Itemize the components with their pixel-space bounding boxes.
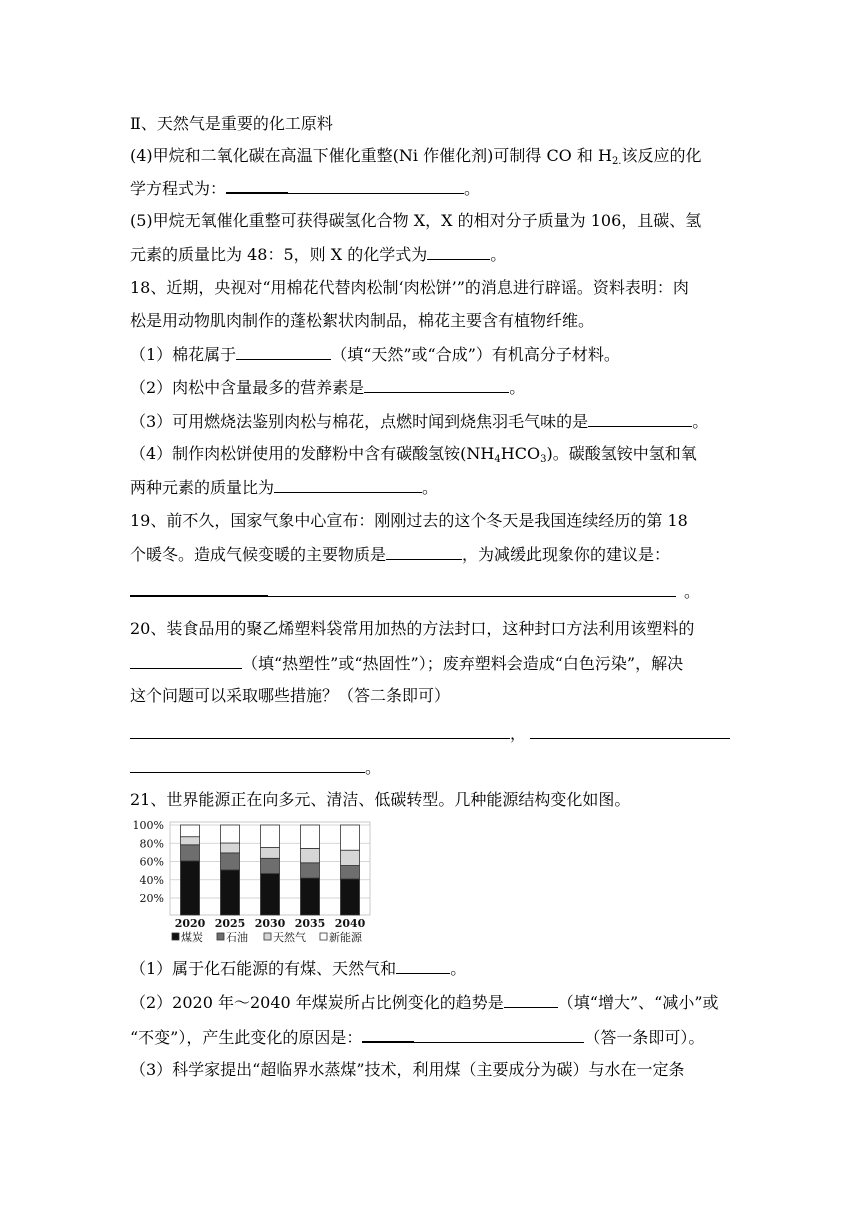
bar-segment-2025-1 <box>221 853 240 870</box>
question-18-intro-1: 18、近期，央视对“用棉花代替肉松制‘肉松饼’”的消息进行辟谣。资料表明：肉 <box>130 278 689 297</box>
bar-segment-2040-3 <box>341 825 360 850</box>
answer-blank-equation-a[interactable] <box>226 177 288 194</box>
answer-blank-20-measure-1[interactable] <box>130 723 510 739</box>
answer-blank-21-2-trend[interactable] <box>504 992 558 1008</box>
question-21-part-2-line-2: “不变”），产生此变化的原因是： （答一条即可）。 <box>130 1028 705 1047</box>
question-19-line-2: 个暖冬。造成气候变暖的主要物质是 ，为减缓此现象你的建议是： <box>130 545 671 564</box>
question-18-part-4-line-1: （4）制作肉松饼使用的发酵粉中含有碳酸氢铵$(NH_4HCO_3)$。碳酸氢铵中氢和氧 <box>130 444 697 465</box>
bar-segment-2040-2 <box>341 850 360 865</box>
y-tick-label-0: 100% <box>132 819 164 832</box>
question-4-line-1: (4)甲烷和二氧化碳在高温下催化重整(Ni 作催化剂)可制得 CO 和 $H_{2.}$该反应的化 <box>130 146 702 167</box>
legend-label-1: 石油 <box>226 931 248 944</box>
y-tick-label-2: 60% <box>139 855 164 869</box>
question-20-line-1: 20、装食品用的聚乙烯塑料袋常用加热的方法封口，这种封口方法利用该塑料的 <box>130 619 695 638</box>
bar-segment-2035-1 <box>301 863 320 878</box>
x-tick-label-2025: 2025 <box>214 917 246 930</box>
question-19-line-1: 19、前不久，国家气象中心宣布：刚刚过去的这个冬天是我国连续经历的第 18 <box>130 511 688 530</box>
x-tick-label-2040: 2040 <box>334 917 366 930</box>
bar-segment-2025-3 <box>221 825 240 843</box>
bar-segment-2030-0 <box>261 874 280 915</box>
bar-segment-2020-0 <box>181 861 200 915</box>
question-5-line-2: 元素的质量比为 48：5，则 X 的化学式为 。 <box>130 245 507 264</box>
bar-segment-2030-2 <box>261 848 280 859</box>
x-axis-tick-labels <box>175 917 366 930</box>
answer-blank-18-4[interactable] <box>274 477 422 493</box>
bar-segment-2035-3 <box>301 825 320 848</box>
question-20-line-2: （填“热塑性”或“热固性”）；废弃塑料会造成“白色污染”，解决 <box>130 653 683 673</box>
bar-segment-2035-2 <box>301 848 320 862</box>
answer-blank-19-suggestion-b[interactable] <box>268 581 676 597</box>
y-tick-label-3: 40% <box>139 873 164 887</box>
bar-segment-2040-1 <box>341 866 360 880</box>
y-tick-label-1: 80% <box>139 837 164 851</box>
question-20-line-3: 这个问题可以采取哪些措施？（答二条即可） <box>130 686 451 705</box>
question-19-line-3: 。 <box>130 580 700 600</box>
question-20-line-5: 。 <box>130 757 381 777</box>
question-20-line-4: ， <box>130 723 730 743</box>
answer-blank-21-1[interactable] <box>396 958 450 974</box>
bar-segment-2030-3 <box>261 825 280 848</box>
answer-blank-18-2[interactable] <box>364 377 509 393</box>
bar-segment-2025-2 <box>221 843 240 853</box>
x-tick-label-2020: 2020 <box>174 917 206 930</box>
bar-segment-2020-3 <box>181 825 200 837</box>
bar-segment-2020-1 <box>181 845 200 861</box>
answer-blank-21-2-reason-b[interactable] <box>414 1027 584 1043</box>
legend-swatch-0 <box>172 933 179 940</box>
bar-segment-2035-0 <box>301 878 320 915</box>
x-tick-label-2030: 2030 <box>254 917 286 930</box>
question-5-line-1: (5)甲烷无氧催化重整可获得碳氢化合物 X，X 的相对分子质量为 106，且碳、氢 <box>130 211 702 230</box>
question-18-part-4-line-2: 两种元素的质量比为 。 <box>130 478 439 497</box>
section-2-title: Ⅱ、天然气是重要的化工原料 <box>130 114 333 133</box>
question-18-intro-2: 松是用动物肌肉制作的蓬松絮状肉制品，棉花主要含有植物纤维。 <box>130 311 595 330</box>
energy-structure-chart <box>130 814 375 944</box>
legend-label-0: 煤炭 <box>181 931 203 944</box>
answer-blank-20-property[interactable] <box>130 653 242 669</box>
answer-blank-18-3[interactable] <box>588 411 692 427</box>
question-4-line-2: 学方程式为： 。 <box>130 179 481 198</box>
answer-blank-20-measure-2b[interactable] <box>130 757 365 773</box>
answer-blank-equation-b[interactable] <box>288 178 464 194</box>
chart-legend <box>172 930 363 944</box>
legend-swatch-3 <box>320 933 327 940</box>
bar-segment-2040-0 <box>341 879 360 915</box>
x-tick-label-2035: 2035 <box>294 917 326 930</box>
question-18-part-3: （3）可用燃烧法鉴别肉松与棉花，点燃时闻到烧焦羽毛气味的是 。 <box>130 412 709 431</box>
y-tick-label-4: 20% <box>139 892 164 905</box>
question-18-part-1: （1）棉花属于 （填“天然”或“合成”）有机高分子材料。 <box>130 345 620 364</box>
question-21-part-1: （1）属于化石能源的有煤、天然气和 。 <box>130 959 467 978</box>
legend-swatch-2 <box>264 933 271 940</box>
answer-blank-formula-x[interactable] <box>427 244 490 260</box>
answer-blank-19-substance[interactable] <box>386 544 462 560</box>
answer-blank-18-1[interactable] <box>236 344 331 360</box>
bar-segment-2020-2 <box>181 837 200 845</box>
chart-bars <box>181 825 360 915</box>
y-axis-tick-labels <box>133 819 164 905</box>
answer-blank-21-2-reason-a[interactable] <box>362 1026 414 1043</box>
legend-label-3: 新能源 <box>329 931 362 944</box>
question-21-part-2-line-1: （2）2020 年～2040 年煤炭所占比例变化的趋势是 （填“增大”、“减小”或 <box>130 993 719 1012</box>
bar-segment-2030-1 <box>261 858 280 873</box>
bar-segment-2025-0 <box>221 870 240 915</box>
legend-label-2: 天然气 <box>273 931 306 944</box>
question-21-intro: 21、世界能源正在向多元、清洁、低碳转型。几种能源结构变化如图。 <box>130 790 631 809</box>
answer-blank-19-suggestion-a[interactable] <box>130 580 268 597</box>
legend-swatch-1 <box>217 933 224 940</box>
question-18-part-2: （2）肉松中含量最多的营养素是 。 <box>130 378 526 397</box>
answer-blank-20-measure-2a[interactable] <box>530 723 730 739</box>
question-21-part-3: （3）科学家提出“超临界水蒸煤”技术，利用煤（主要成分为碳）与水在一定条 <box>130 1060 685 1079</box>
